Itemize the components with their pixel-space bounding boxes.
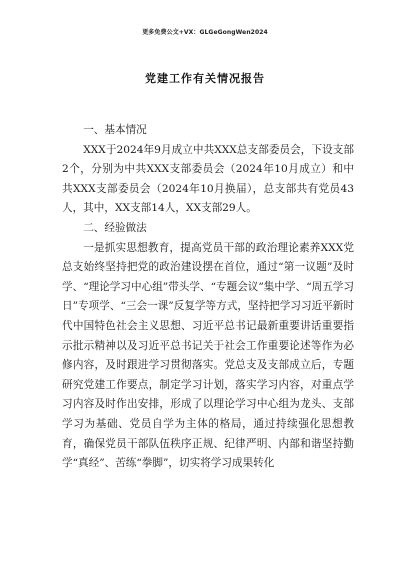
paragraph-basic-situation: XXX于2024年9月成立中共XXX总支部委员会，下设支部2个，分别为中共XXX支部委员会（2024年10月成立）和中共XXX支部委员会（2024年10月换届），总支部共有党员43人，其中，XX支部14人，XX支部29人。 — [62, 143, 354, 215]
document-body — [62, 121, 354, 552]
section-heading-experience: 二、经验做法 — [83, 221, 147, 234]
section-heading-basic-situation: 一、基本情况 — [83, 124, 147, 136]
paragraph-experience: 一是抓实思想教育，提高党员干部的政治理论素养XXX党总支始终坚持把党的政治建设摆在首位，通过“第一议题”及时学、“理论学习中心组”带头学、“专题会议”集中学、“周五学习日”专项学、“三会一课”反复学等方式，坚持把学习习近平新时代中国特色社会主义思想、习近平总书记最新重要讲话重要指示批示精神以及习近平总书记关于社会工作重要论述等作为必修内容，及时跟进学习贯彻落实。党总支及支部成立后，专题研究党建工作要点，制定学习计划，落实学习内容，对重点学习内容及时作出安排，形成了以理论学习中心组为龙头、支部学习为基础、党员自学为主体的格局，通过持续强化思想教育，确保党员干部队伍秩序正规、纪律严明、内部和谐坚持勤学“真经”、苦练“拳脚”，切实将学习成果转化 — [62, 241, 354, 470]
header-note: 更多免费公文+VX：GLGeGongWen2024 — [142, 29, 268, 36]
document-title: 党建工作有关情况报告 — [145, 72, 265, 85]
